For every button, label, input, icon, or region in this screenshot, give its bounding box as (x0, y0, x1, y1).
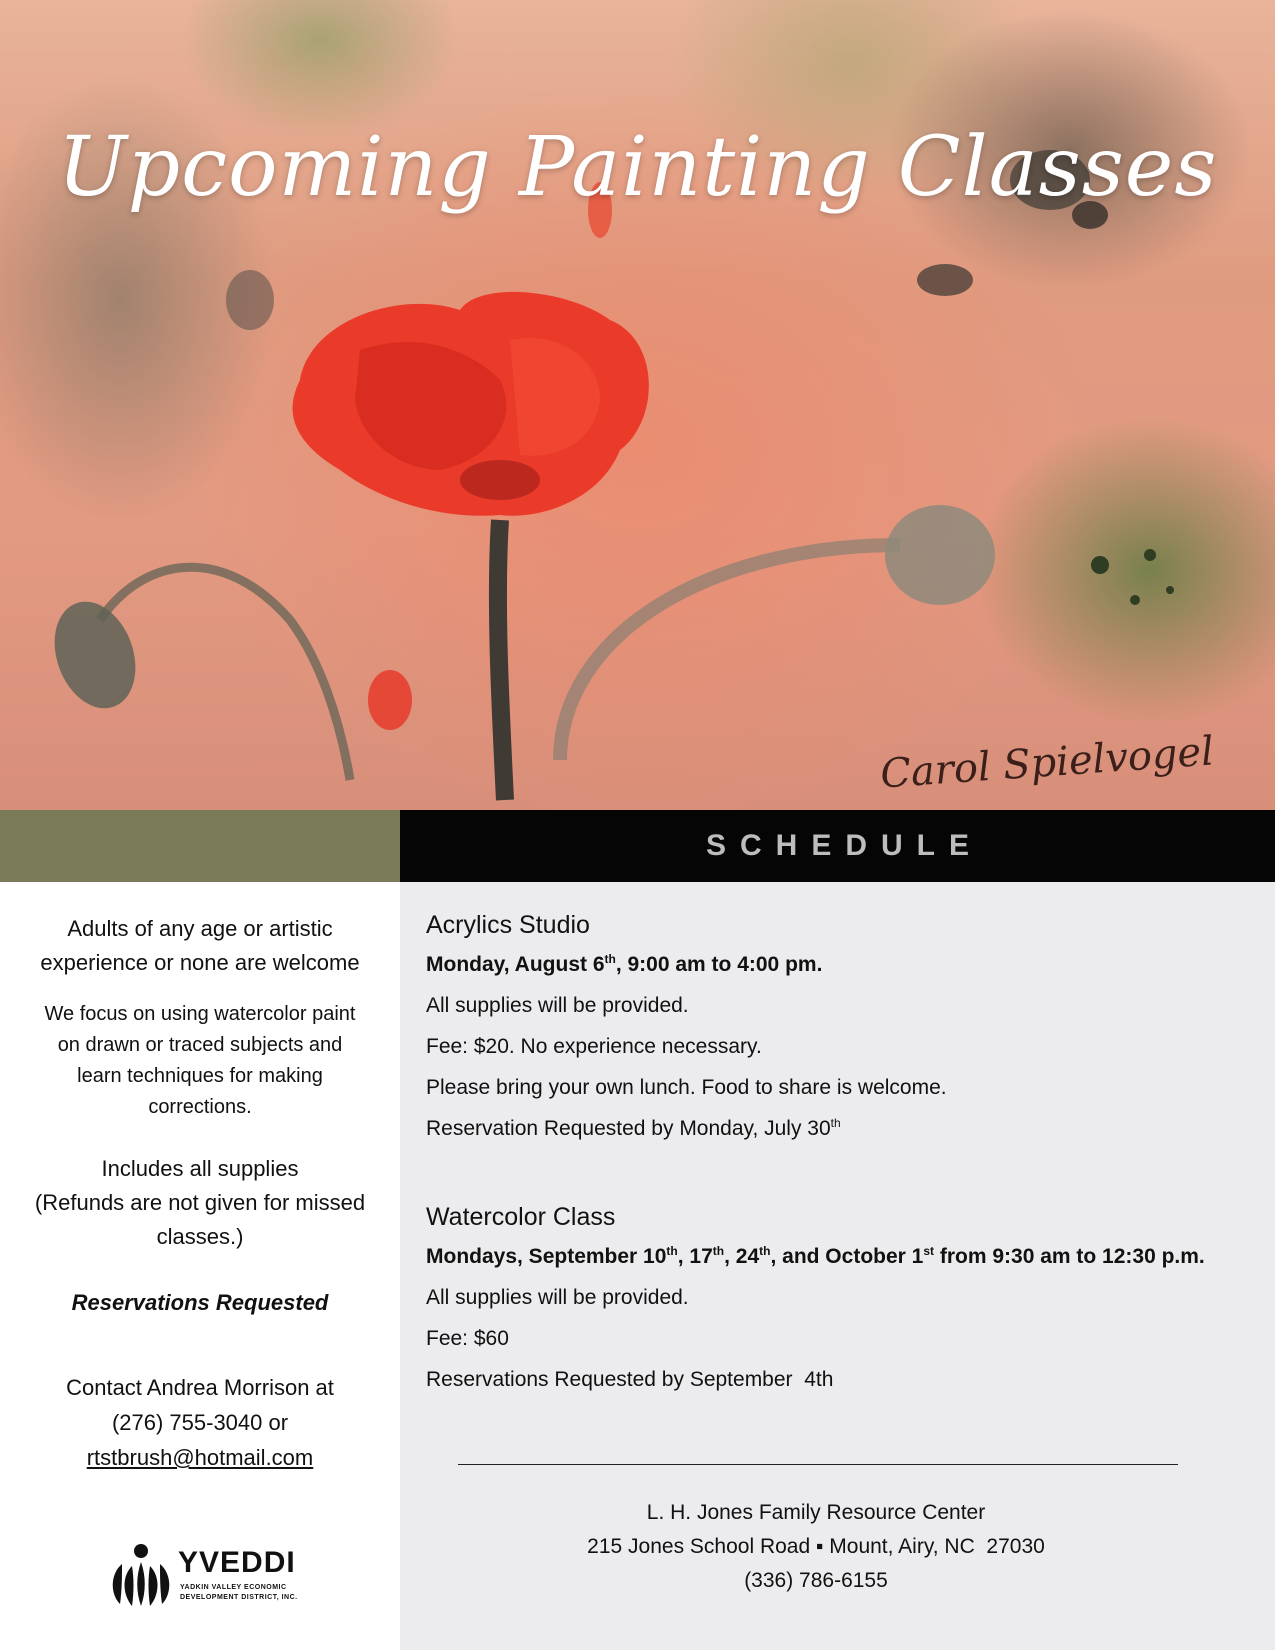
schedule-heading: SCHEDULE (705, 829, 983, 862)
venue-block (426, 1496, 1206, 1598)
yveddi-logo (108, 1542, 308, 1608)
acrylics-lunch-note: Please bring your own lunch. Food to share is welcome. (426, 1076, 947, 1099)
logo-subtitle-line-1: YADKIN VALLEY ECONOMIC (180, 1584, 287, 1591)
refunds-text: (Refunds are not given for missed classes.) (34, 1190, 366, 1249)
olive-band (0, 810, 400, 882)
venue-phone: (336) 786-6155 (744, 1569, 888, 1592)
venue-name: L. H. Jones Family Resource Center (646, 1501, 986, 1524)
logo-subtitle-line-2: DEVELOPMENT DISTRICT, INC. (180, 1594, 298, 1601)
watercolor-title: Watercolor Class (426, 1203, 616, 1231)
logo-name: YVEDDI (178, 1546, 296, 1579)
acrylics-reservation-deadline: Reservation Requested by Monday, July 30th (426, 1116, 841, 1140)
watercolor-class-block (426, 1200, 1256, 1406)
includes-block (20, 1152, 380, 1254)
watercolor-reservation-deadline: Reservations Requested by September 4th (426, 1368, 834, 1391)
schedule-banner (400, 810, 1275, 882)
acrylics-class-block (426, 908, 1256, 1155)
includes-text: Includes all supplies (101, 1156, 299, 1181)
acrylics-title: Acrylics Studio (426, 911, 590, 939)
hero-painting (0, 0, 1275, 810)
watercolor-supplies: All supplies will be provided. (426, 1286, 689, 1309)
acrylics-date-time: Monday, August 6th, 9:00 am to 4:00 pm. (426, 952, 823, 976)
divider-line (458, 1464, 1178, 1465)
watercolor-fee: Fee: $60 (426, 1327, 509, 1350)
artist-signature: Carol Spielvogel (878, 728, 1216, 798)
contact-phone: (276) 755-3040 or (111, 1410, 289, 1435)
focus-text: We focus on using watercolor paint on drawn or traced subjects and learn techniques for making corrections. (44, 1003, 356, 1118)
info-sidebar (0, 882, 400, 1650)
yveddi-figure-icon (108, 1542, 174, 1608)
contact-block (20, 1370, 380, 1475)
acrylics-fee: Fee: $20. No experience necessary. (426, 1035, 762, 1058)
watercolor-dates: Mondays, September 10th, 17th, 24th, and October 1st from 9:30 am to 12:30 p.m. (426, 1244, 1205, 1268)
welcome-text: Adults of any age or artistic experience or none are welcome (40, 916, 360, 975)
acrylics-supplies: All supplies will be provided. (426, 994, 689, 1017)
schedule-panel (400, 882, 1275, 1650)
venue-address: 215 Jones School Road ▪ Mount, Airy, NC 27030 (587, 1535, 1045, 1558)
page-title: Upcoming Painting Classes (57, 120, 1218, 215)
contact-name: Contact Andrea Morrison at (66, 1375, 334, 1400)
reservations-note: Reservations Requested (71, 1290, 329, 1315)
contact-email-link[interactable]: rtstbrush@hotmail.com (86, 1445, 314, 1470)
